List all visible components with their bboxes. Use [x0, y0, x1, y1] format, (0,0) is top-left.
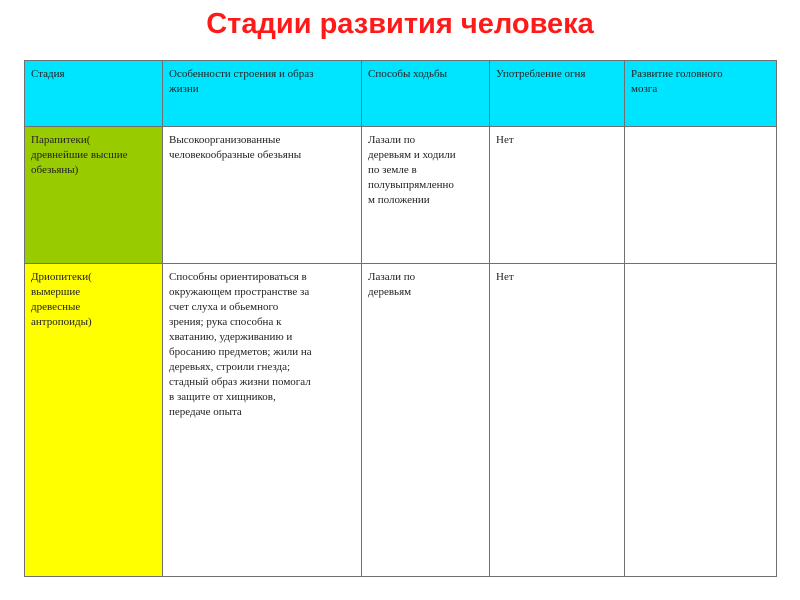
- page-title: Стадии развития человека: [206, 8, 594, 40]
- cell-brain-development: [625, 127, 777, 264]
- cell-walking: Лазали по деревьям: [362, 264, 490, 577]
- table-row: [25, 264, 777, 577]
- cell-stage: Парапитеки( древнейшие высшие обезьяны): [25, 127, 163, 264]
- header-brain-development: Развитие головного мозга: [625, 61, 777, 127]
- cell-fire-use: Нет: [490, 127, 625, 264]
- table-row: [25, 127, 777, 264]
- header-walking: Способы ходьбы: [362, 61, 490, 127]
- header-stage: Стадия: [25, 61, 163, 127]
- cell-structure-lifestyle: Способны ориентироваться в окружающем пространстве за счет слуха и обьемного зрения; рука способна к хватанию, удерживанию и бросанию предметов; жили на деревьях, строили гнезда; стадный образ жизни помогал в защите от хищников, передаче опыта: [163, 264, 362, 577]
- header-fire-use: Употребление огня: [490, 61, 625, 127]
- cell-stage: Дриопитеки( вымершие древесные антропоиды): [25, 264, 163, 577]
- cell-structure-lifestyle: Высокоорганизованные человекообразные обезьяны: [163, 127, 362, 264]
- stages-table: [24, 60, 777, 577]
- header-structure-lifestyle: Особенности строения и образ жизни: [163, 61, 362, 127]
- table-header-row: [25, 61, 777, 127]
- cell-fire-use: Нет: [490, 264, 625, 577]
- cell-walking: Лазали по деревьям и ходили по земле в полувыпрямленно м положении: [362, 127, 490, 264]
- cell-brain-development: [625, 264, 777, 577]
